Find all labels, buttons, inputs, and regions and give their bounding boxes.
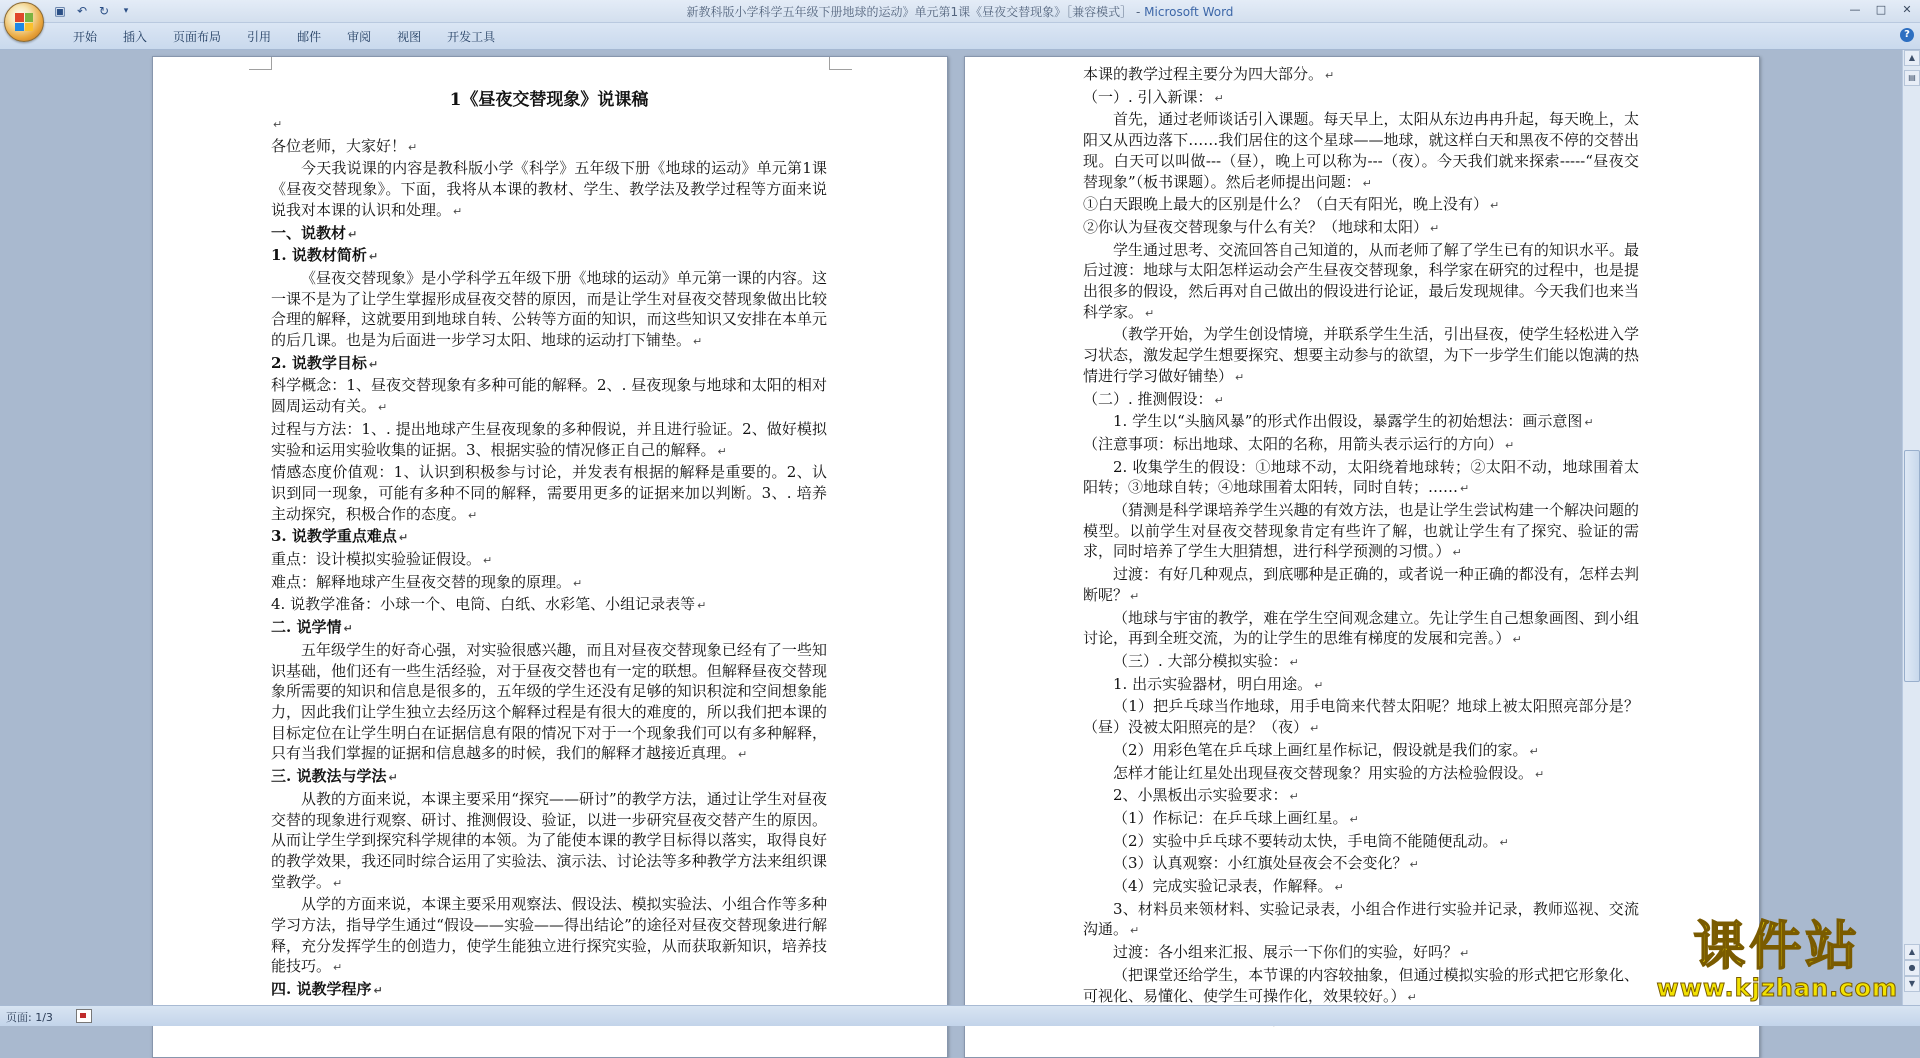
paragraph: （猜测是科学课培养学生兴趣的有效方法，也是让学生尝试构建一个解决问题的模型。以前学生对昼夜交替现象肯定有些许了解，也就让学生有了探究、验证的需求，同时培养了学生大胆猜想，进行科学预测的习惯。） ↵ xyxy=(1083,501,1639,561)
paragraph: （把课堂还给学生，本节课的内容较抽象，但通过模拟实验的形式把它形象化、可视化、易懂化、使学生可操作化，效果较好。） ↵ xyxy=(1083,965,1639,1005)
paragraph: 二. 说学情 ↵ xyxy=(271,618,353,637)
paragraph-mark-icon: ↵ xyxy=(1349,812,1359,826)
document-title: 新教科版小学科学五年级下册地球的运动》单元第1课《昼夜交替现象》［兼容模式］ xyxy=(686,5,1133,19)
paragraph-mark-icon: ↵ xyxy=(1529,744,1539,758)
paragraph-mark-icon: ↵ xyxy=(693,335,703,349)
paragraph-mark-icon: ↵ xyxy=(453,204,463,218)
paragraph-mark-icon: ↵ xyxy=(408,140,418,154)
paragraph-mark-icon: ↵ xyxy=(1460,482,1470,496)
paragraph-mark-icon: ↵ xyxy=(1512,633,1522,647)
help-icon[interactable]: ? xyxy=(1900,28,1914,42)
paragraph: 一、说教材 ↵ xyxy=(271,223,358,242)
paragraph: （一）. 引入新课： ↵ xyxy=(1083,87,1224,106)
paragraph-mark-icon: ↵ xyxy=(373,984,383,998)
paragraph: 重点：设计模拟实验验证假设。 ↵ xyxy=(271,550,493,569)
tab-view[interactable]: 视图 xyxy=(397,30,422,44)
paragraph-mark-icon: ↵ xyxy=(333,876,343,890)
minimize-icon[interactable]: — xyxy=(1849,3,1861,16)
paragraph: 1. 学生以“头脑风暴”的形式作出假设，暴露学生的初始想法：画示意图 ↵ xyxy=(1113,412,1594,431)
watermark-url: www.kjzhan.com xyxy=(1656,974,1898,1002)
page-1-text[interactable] xyxy=(271,87,827,1057)
paragraph-mark-icon: ↵ xyxy=(1460,947,1470,961)
paragraph: 科学概念：1、昼夜交替现象有多种可能的解释。2、. 昼夜现象与地球和太阳的相对圆周运动有关。 ↵ xyxy=(271,376,827,416)
paragraph-mark-icon: ↵ xyxy=(368,357,379,371)
paragraph: （二）. 推测假设： ↵ xyxy=(1083,389,1224,408)
paragraph-mark-icon: ↵ xyxy=(1452,546,1462,560)
paragraph-mark-icon: ↵ xyxy=(1130,589,1140,603)
paragraph-mark-icon: ↵ xyxy=(1430,221,1440,235)
paragraph: （三）. 大部分模拟实验： ↵ xyxy=(1113,651,1299,670)
paragraph: 怎样才能让红星处出现昼夜交替现象？用实验的方法检验假设。 ↵ xyxy=(1113,763,1545,782)
office-logo-icon xyxy=(15,13,33,31)
paragraph: 难点：解释地球产生昼夜交替的现象的原理。 ↵ xyxy=(271,572,583,591)
paragraph-mark-icon: ↵ xyxy=(1130,924,1140,938)
paragraph: 五年级学生的好奇心强，对实验很感兴趣，而且对昼夜交替现象已经有了一些知识基础，他们还有一些生活经验，对于昼夜交替也有一定的联想。但解释昼夜交替现象所需要的知识和信息是很多的，五年级的学生还没有足够的知识积淀和空间想象能力，因此我们让学生独立去经历这个解释过程是有很大的难度的，所以我们把本课的目标定位在让学生明白在证据信息有限的情况下对于一个现象我们可以有多种解释，只有当我们掌握的证据和信息越多的时候，我们的解释才越接近真理。 ↵ xyxy=(271,640,827,763)
ruler-toggle-icon[interactable]: ▤ xyxy=(1904,70,1920,86)
watermark-main: 课件站 xyxy=(1693,917,1862,977)
paragraph: ①白天跟晚上最大的区别是什么？（白天有阳光，晚上没有） ↵ xyxy=(1083,195,1500,214)
proofing-icon[interactable] xyxy=(76,1009,92,1023)
vertical-scrollbar[interactable] xyxy=(1902,50,1920,1005)
paragraph-mark-icon: ↵ xyxy=(1325,69,1335,82)
paragraph: 首先，通过老师谈话引入课题。每天早上，太阳从东边冉冉升起，每天晚上，太阳又从西边落下……我们居住的这个星球——地球，就这样白天和黑夜不停的交替出现。白天可以叫做---（昼），晚上可以称为---（夜）。今天我们就来探索-----“昼夜交替现象”（板书课题）。然后老师提出问题： ↵ xyxy=(1083,110,1639,191)
paragraph-mark-icon: ↵ xyxy=(697,599,707,613)
paragraph-mark-icon: ↵ xyxy=(368,250,379,264)
paragraph: 3. 说教学重点难点 ↵ xyxy=(271,527,409,546)
paragraph-mark-icon: ↵ xyxy=(717,444,727,458)
paragraph: （1）把乒乓球当作地球，用手电筒来代替太阳呢？地球上被太阳照亮部分是？（昼）没被太阳照亮的是？（夜） ↵ xyxy=(1083,697,1639,737)
page-counter[interactable]: 页面: 1/3 xyxy=(6,1011,53,1024)
paragraph: 1. 出示实验器材，明白用途。 ↵ xyxy=(1113,674,1324,693)
paragraph: （3）认真观察：小红旗处昼夜会不会变化？ ↵ xyxy=(1113,854,1419,873)
tab-mailings[interactable]: 邮件 xyxy=(297,30,322,44)
margin-mark xyxy=(829,57,852,70)
paragraph: （2）实验中乒乓球不要转动太快，手电筒不能随便乱动。 ↵ xyxy=(1113,831,1509,850)
paragraph-mark-icon: ↵ xyxy=(1214,393,1224,407)
paragraph-mark-icon: ↵ xyxy=(388,771,398,785)
paragraph: 过渡：有好几种观点，到底哪种是正确的，或者说一种正确的都没有，怎样去判断呢？ ↵ xyxy=(1083,565,1639,604)
paragraph: 学生通过思考、交流回答自己知道的，从而老师了解了学生已有的知识水平。最后过渡：地球与太阳怎样运动会产生昼夜交替现象，科学家在研究的过程中，也是提出很多的假设，然后再对自己做出的假设进行论证，最后发现规律。今天我们也来当科学家。 ↵ xyxy=(1083,240,1639,321)
paragraph-mark-icon: ↵ xyxy=(1289,655,1299,669)
paragraph: 《昼夜交替现象》是小学科学五年级下册《地球的运动》单元第一课的内容。这一课不是为了让学生掌握形成昼夜交替的原因，而是让学生对昼夜交替现象做出比较合理的解释，这就要用到地球自转、公转等方面的知识，而这些知识又安排在本单元的后几课。也是为后面进一步学习太阳、地球的运动打下铺垫。 ↵ xyxy=(271,268,827,350)
tab-home[interactable]: 开始 xyxy=(73,30,98,44)
paragraph-mark-icon: ↵ xyxy=(1289,790,1299,804)
paragraph-mark-icon: ↵ xyxy=(1334,881,1344,895)
scroll-up-icon[interactable]: ▲ xyxy=(1904,50,1920,66)
document-heading: 1《昼夜交替现象》说课稿 xyxy=(449,90,649,110)
ribbon-tabs xyxy=(60,29,508,45)
paragraph-mark-icon: ↵ xyxy=(1584,416,1594,430)
paragraph-mark-icon: ↵ xyxy=(398,531,409,545)
paragraph: 四. 说教学程序 ↵ xyxy=(271,980,383,999)
paragraph: （教学开始，为学生创设情境，并联系学生生活，引出昼夜，使学生轻松进入学习状态，激发起学生想要探究、想要主动参与的欲望，为下一步学生们能以饱满的热情进行学习做好铺垫） ↵ xyxy=(1083,325,1639,385)
paragraph-mark-icon: ↵ xyxy=(1407,990,1417,1004)
next-page-icon[interactable]: ▼ xyxy=(1904,976,1920,992)
paragraph-mark-icon: ↵ xyxy=(1535,767,1545,781)
paragraph-mark-icon: ↵ xyxy=(483,554,493,568)
paragraph: 今天我说课的内容是教科版小学《科学》五年级下册《地球的运动》单元第1课《昼夜交替现象》。下面，我将从本课的教材、学生、教学法及教学过程等方面来说说我对本课的认识和处理。 ↵ xyxy=(271,159,827,219)
paragraph: 4. 说教学准备：小球一个、电筒、白纸、水彩笔、小组记录表等 ↵ xyxy=(271,595,707,614)
document-area[interactable] xyxy=(0,50,1903,1005)
paragraph: 2. 收集学生的假设：①地球不动，太阳绕着地球转；②太阳不动，地球围着太阳转；③地球自转；④地球围着太阳转，同时自转；…… ↵ xyxy=(1083,457,1639,497)
paragraph-mark-icon: ↵ xyxy=(1505,438,1515,452)
paragraph: ②你认为昼夜交替现象与什么有关？（地球和太阳） ↵ xyxy=(1083,217,1440,236)
window-title: 新教科版小学科学五年级下册地球的运动》单元第1课《昼夜交替现象》［兼容模式］ - Microsoft Word xyxy=(686,5,1234,19)
tab-insert[interactable]: 插入 xyxy=(123,30,148,44)
paragraph: （4）完成实验记录表，作解释。 ↵ xyxy=(1113,877,1344,896)
paragraph-mark-icon: ↵ xyxy=(1310,722,1320,736)
app-name: Microsoft Word xyxy=(1144,5,1234,19)
paragraph: 过程与方法：1、. 提出地球产生昼夜现象的多种假说，并且进行验证。2、做好模拟实验和运用实验收集的证据。3、根据实验的情况修正自己的解释。 ↵ xyxy=(271,419,827,459)
undo-icon[interactable]: ↶ xyxy=(76,4,88,18)
paragraph: 2、小黑板出示实验要求： ↵ xyxy=(1113,786,1299,805)
paragraph-mark-icon: ↵ xyxy=(343,622,353,636)
tab-page-layout[interactable]: 页面布局 xyxy=(173,30,222,44)
redo-icon[interactable]: ↻ xyxy=(98,4,110,18)
previous-page-icon[interactable]: ▲ xyxy=(1904,944,1920,960)
office-button[interactable] xyxy=(4,2,44,42)
paragraph: 本课的教学过程主要分为四大部分。 ↵ xyxy=(1083,65,1335,83)
paragraph-mark-icon: ↵ xyxy=(1235,370,1245,384)
paragraph: 过渡：各小组来汇报、展示一下你们的实验，好吗？ ↵ xyxy=(1113,943,1470,962)
watermark-logo xyxy=(1657,919,1898,1001)
paragraph-mark-icon: ↵ xyxy=(1362,176,1372,190)
status-bar xyxy=(0,1005,1920,1026)
document-page-2[interactable] xyxy=(964,56,1760,1058)
save-icon[interactable]: ▣ xyxy=(54,4,66,18)
scrollbar-thumb[interactable] xyxy=(1904,450,1920,682)
browse-object-icon[interactable]: ● xyxy=(1904,960,1920,976)
paragraph xyxy=(271,113,827,136)
paragraph-mark-icon: ↵ xyxy=(468,508,478,522)
tab-developer[interactable]: 开发工具 xyxy=(447,30,496,44)
title-bar xyxy=(0,0,1920,23)
paragraph-mark-icon: ↵ xyxy=(333,961,343,975)
maximize-icon[interactable]: □ xyxy=(1875,3,1887,16)
paragraph: 各位老师，大家好！ ↵ xyxy=(271,136,418,155)
paragraph-mark-icon: ↵ xyxy=(348,227,358,241)
paragraph-mark-icon: ↵ xyxy=(378,401,388,415)
paragraph: 三. 说教法与学法 ↵ xyxy=(271,767,398,786)
margin-mark xyxy=(249,57,272,70)
page-2-text[interactable] xyxy=(1083,64,1639,1057)
paragraph-mark-icon: ↵ xyxy=(1145,306,1155,320)
customize-icon[interactable]: ▾ xyxy=(123,6,129,16)
tab-review[interactable]: 审阅 xyxy=(347,30,372,44)
paragraph-mark-icon: ↵ xyxy=(1214,91,1224,105)
paragraph-mark-icon: ↵ xyxy=(738,748,748,762)
close-icon[interactable]: ✕ xyxy=(1902,3,1912,16)
paragraph-mark-icon: ↵ xyxy=(1499,835,1509,849)
paragraph-mark-icon: ↵ xyxy=(1490,199,1500,213)
paragraph: 从学的方面来说，本课主要采用观察法、假设法、模拟实验法、小组合作等多种学习方法，指导学生通过“假设——实验——得出结论”的途径对昼夜交替现象进行解释，充分发挥学生的创造力，使学生能独立进行探究实验，从而获取新知识，培养技能技巧。 ↵ xyxy=(271,895,827,976)
paragraph: （注意事项：标出地球、太阳的名称，用箭头表示运行的方向） ↵ xyxy=(1083,434,1515,453)
paragraph: 2. 说教学目标 ↵ xyxy=(271,353,379,372)
paragraph: 情感态度价值观：1、认识到积极参与讨论，并发表有根据的解释是重要的。2、认识到同一现象，可能有多种不同的解释，需要用更多的证据来加以判断。3、. 培养主动探究，积极合作的态度。 ↵ xyxy=(271,463,827,523)
ribbon-tab-bar xyxy=(0,23,1920,50)
paragraph: 从教的方面来说，本课主要采用“探究——研讨”的教学方法，通过让学生对昼夜交替的现象进行观察、研讨、推测假设、验证，以进一步研究昼夜交替产生的原因。从而让学生学到探究科学规律的本领。为了能使本课的教学目标得以落实，取得良好的教学效果，我还同时综合运用了实验法、演示法、讨论法等多种教学方法来组织课堂教学。 ↵ xyxy=(271,789,827,891)
paragraph: （2）用彩色笔在乒乓球上画红星作标记，假设就是我们的家。 ↵ xyxy=(1113,740,1539,759)
paragraph-mark-icon: ↵ xyxy=(573,576,583,590)
paragraph: （1）作标记：在乒乓球上画红星。 ↵ xyxy=(1113,808,1359,827)
window-controls xyxy=(1842,0,1920,20)
paragraph-mark-icon: ↵ xyxy=(1314,678,1324,692)
paragraph: 1. 说教材简析 ↵ xyxy=(271,246,379,265)
paragraph-mark-icon: ↵ xyxy=(1409,858,1419,872)
document-page-1[interactable] xyxy=(152,56,948,1058)
paragraph: 3、材料员来领材料、实验记录表，小组合作进行实验并记录，教师巡视、交流沟通。 ↵ xyxy=(1083,899,1639,939)
paragraph: （地球与宇宙的教学，难在学生空间观念建立。先让学生自己想象画图、到小组讨论，再到全班交流，为的让学生的思维有梯度的发展和完善。） ↵ xyxy=(1083,608,1639,648)
paragraph-mark-icon: ↵ xyxy=(273,118,283,131)
tab-references[interactable]: 引用 xyxy=(247,30,272,44)
